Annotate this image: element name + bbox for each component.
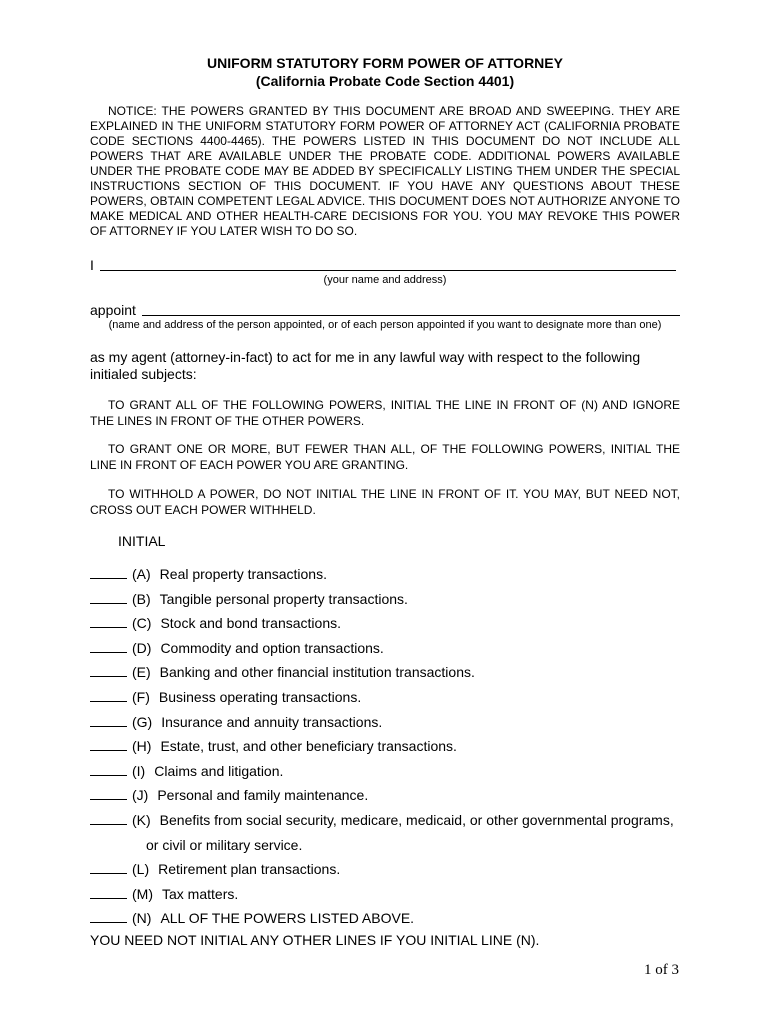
instruction-grant-all: TO GRANT ALL OF THE FOLLOWING POWERS, INITIAL THE LINE IN FRONT OF (N) AND IGNORE THE LINES IN FRONT OF THE OTHER POWERS.	[90, 398, 680, 428]
power-letter: (E)	[132, 664, 151, 681]
power-letter: (K)	[132, 811, 151, 828]
initial-field[interactable]	[90, 736, 127, 751]
power-text: Banking and other financial institution transactions.	[159, 664, 475, 681]
power-letter: (L)	[132, 861, 150, 878]
document-title: UNIFORM STATUTORY FORM POWER OF ATTORNEY	[207, 55, 563, 71]
initial-field[interactable]	[90, 859, 127, 874]
initial-field[interactable]	[90, 810, 127, 825]
instruction-withhold: TO WITHHOLD A POWER, DO NOT INITIAL THE LINE IN FRONT OF IT. YOU MAY, BUT NEED NOT, CROSS OUT EACH POWER WITHHELD.	[90, 487, 680, 517]
power-text: Personal and family maintenance.	[157, 787, 369, 804]
page-number: 1 of 3	[644, 962, 679, 978]
initial-heading: INITIAL	[118, 533, 166, 549]
power-letter: (A)	[132, 566, 151, 582]
agent-label: appoint	[90, 302, 136, 318]
power-text: Stock and bond transactions.	[160, 615, 341, 632]
power-letter: (G)	[132, 713, 153, 730]
power-text: Claims and litigation.	[154, 762, 284, 779]
initial-field[interactable]	[90, 908, 127, 923]
initial-field[interactable]	[90, 564, 127, 579]
instruction-grant-some: TO GRANT ONE OR MORE, BUT FEWER THAN ALL, OF THE FOLLOWING POWERS, INITIAL THE LINE IN FRONT OF EACH POWER YOU ARE GRANTING.	[90, 442, 680, 472]
power-item-m	[90, 884, 690, 909]
power-text: Retirement plan transactions.	[158, 861, 341, 878]
power-item-d	[90, 638, 690, 663]
initial-field[interactable]	[90, 712, 127, 727]
power-text: Insurance and annuity transactions.	[161, 713, 383, 730]
power-item-l	[90, 859, 690, 884]
power-item-b	[90, 589, 690, 614]
power-letter: (D)	[132, 639, 152, 656]
power-letter: (M)	[132, 885, 153, 902]
power-text: Estate, trust, and other beneficiary transactions.	[160, 738, 457, 755]
power-item-h	[90, 736, 690, 761]
power-item-c	[90, 613, 690, 638]
power-letter: (N)	[132, 910, 152, 927]
initial-field[interactable]	[90, 662, 127, 677]
power-item-k	[90, 810, 690, 859]
power-text: Real property transactions.	[159, 566, 327, 582]
power-text: Benefits from social security, medicare, medicaid, or other governmental programs,	[159, 811, 674, 828]
initial-field[interactable]	[90, 785, 127, 800]
power-text: Commodity and option transactions.	[160, 639, 384, 656]
initial-field[interactable]	[90, 687, 127, 702]
power-text: Tax matters.	[162, 885, 239, 902]
power-text-continuation: or civil or military service.	[146, 836, 303, 853]
initial-field[interactable]	[90, 613, 127, 628]
notice-paragraph: NOTICE: THE POWERS GRANTED BY THIS DOCUMENT ARE BROAD AND SWEEPING. THEY ARE EXPLAINED IN THE UNIFORM STATUTORY FORM POWER OF ATTORNEY ACT (CALIFORNIA PROBATE CODE SECTIONS 4400-4465). THE POWERS LISTED IN THIS DOCUMENT DO NOT INCLUDE ALL POWERS THAT ARE AVAILABLE UNDER THE PROBATE CODE. ADDITIONAL POWERS AVAILABLE UNDER THE PROBATE CODE MAY BE ADDED BY SPECIFICALLY LISTING THEM UNDER THE SPECIAL INSTRUCTIONS SECTION OF THIS DOCUMENT. IF YOU HAVE ANY QUESTIONS ABOUT THESE POWERS, OBTAIN COMPETENT LEGAL ADVICE. THIS DOCUMENT DOES NOT AUTHORIZE ANYONE TO MAKE MEDICAL AND OTHER HEALTH-CARE DECISIONS FOR YOU. YOU MAY REVOKE THIS POWER OF ATTORNEY IF YOU LATER WISH TO DO SO.	[90, 104, 680, 238]
principal-caption: (your name and address)	[323, 274, 447, 286]
powers-list	[90, 564, 690, 933]
power-item-e	[90, 662, 690, 687]
power-item-i	[90, 761, 690, 786]
document-subtitle: (California Probate Code Section 4401)	[255, 73, 515, 89]
power-letter: (F)	[132, 688, 150, 705]
principal-name-field[interactable]	[100, 257, 676, 271]
power-item-f	[90, 687, 690, 712]
power-letter: (J)	[132, 787, 149, 804]
power-letter: (C)	[132, 615, 152, 632]
power-text: ALL OF THE POWERS LISTED ABOVE.	[160, 910, 415, 927]
agent-statement: as my agent (attorney-in-fact) to act for me in any lawful way with respect to the following initialed subjects:	[90, 349, 641, 382]
principal-label: I	[90, 257, 94, 273]
power-letter: (B)	[132, 590, 151, 607]
power-letter: (I)	[132, 762, 146, 779]
power-item-g	[90, 712, 690, 737]
power-item-j	[90, 785, 690, 810]
power-letter: (H)	[132, 738, 152, 755]
initial-field[interactable]	[90, 761, 127, 776]
agent-caption: (name and address of the person appointed, or of each person appointed if you want to designate more than one)	[108, 319, 662, 331]
agent-name-field[interactable]	[142, 302, 680, 316]
initial-field[interactable]	[90, 589, 127, 604]
initial-field[interactable]	[90, 884, 127, 899]
power-text: Business operating transactions.	[158, 688, 362, 705]
footer-note: YOU NEED NOT INITIAL ANY OTHER LINES IF YOU INITIAL LINE (N).	[90, 932, 540, 948]
power-text: Tangible personal property transactions.	[159, 590, 408, 607]
principal-row	[90, 256, 676, 274]
power-item-a	[90, 564, 690, 589]
agent-row	[90, 301, 680, 319]
initial-field[interactable]	[90, 638, 127, 653]
power-item-n	[90, 908, 690, 933]
